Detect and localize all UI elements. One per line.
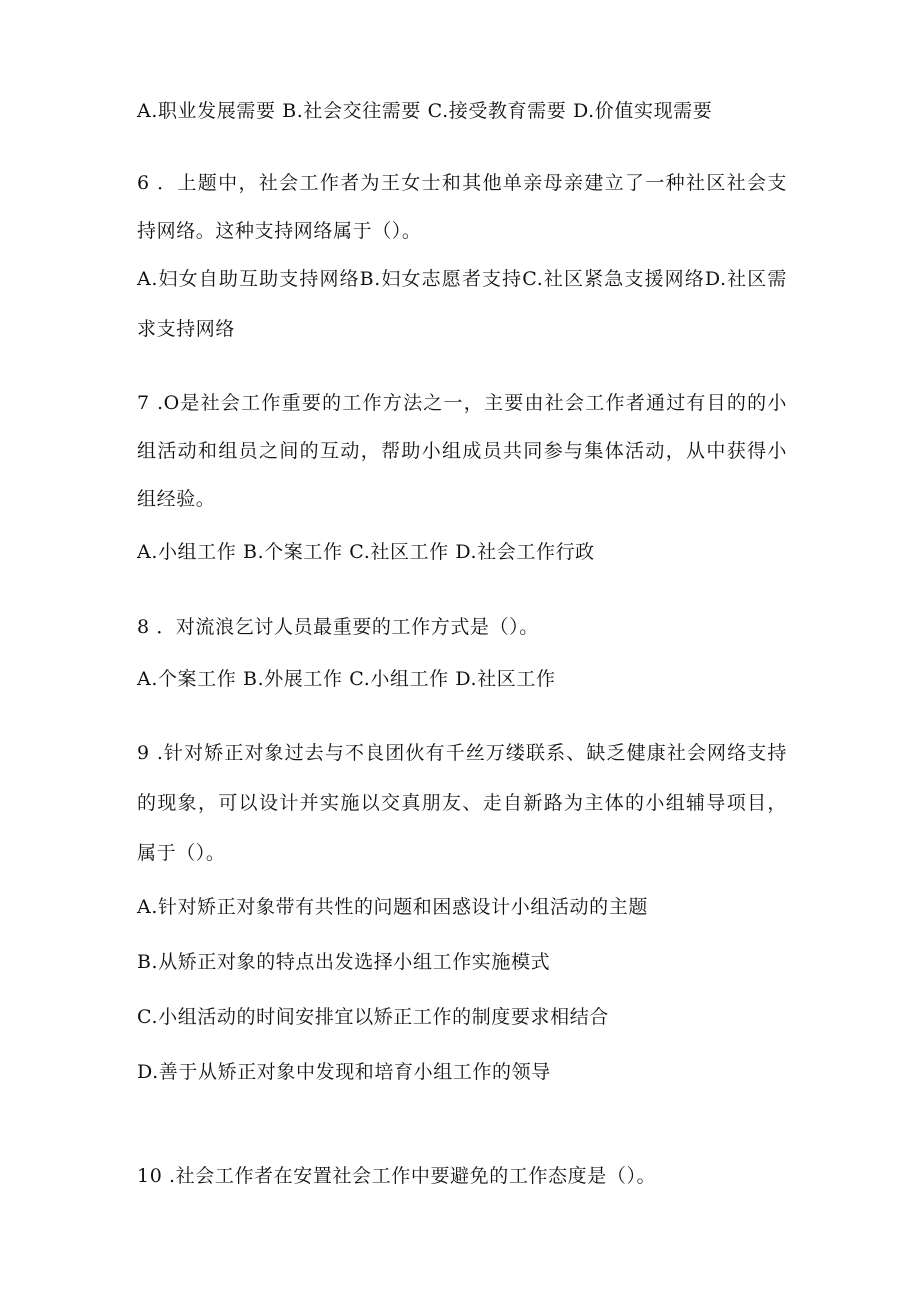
q9-stem-line-2: 的现象，可以设计并实施以交真朋友、走自新路为主体的小组辅导项目， <box>137 792 787 814</box>
q9-option-d: D.善于从矫正对象中发现和培育小组工作的领导 <box>137 1061 551 1083</box>
q9-option-b: B.从矫正对象的特点出发选择小组工作实施模式 <box>137 951 551 973</box>
q10-stem: 10 .社会工作者在安置社会工作中要避免的工作态度是（）。 <box>137 1165 657 1187</box>
q7-stem-line-1: 7 .O是社会工作重要的工作方法之一，主要由社会工作者通过有目的的小 <box>137 392 787 414</box>
q9-stem-line-3: 属于（）。 <box>137 842 226 864</box>
q7-options: A.小组工作 B.个案工作 C.社区工作 D.社会工作行政 <box>137 541 595 563</box>
q9-option-a: A.针对矫正对象带有共性的问题和困惑设计小组活动的主题 <box>137 896 648 918</box>
q8-options: A.个案工作 B.外展工作 C.小组工作 D.社区工作 <box>137 668 556 690</box>
q7-stem-line-3: 组经验。 <box>137 488 216 510</box>
q6-stem-line-1: 6 ．上题中，社会工作者为王女士和其他单亲母亲建立了一种社区社会支 <box>137 172 787 194</box>
q7-stem-line-2: 组活动和组员之间的互动，帮助小组成员共同参与集体活动，从中获得小 <box>137 440 787 462</box>
q9-option-c: C.小组活动的时间安排宜以矫正工作的制度要求相结合 <box>137 1006 609 1028</box>
q8-stem: 8 ．对流浪乞讨人员最重要的工作方式是（）。 <box>137 616 539 638</box>
q6-options-line-2: 求支持网络 <box>137 318 236 340</box>
q6-stem-line-2: 持网络。这种支持网络属于（）。 <box>137 220 422 242</box>
q5-options: A.职业发展需要 B.社会交往需要 C.接受教育需要 D.价值实现需要 <box>137 100 713 122</box>
q9-stem-line-1: 9 .针对矫正对象过去与不良团伙有千丝万缕联系、缺乏健康社会网络支持 <box>137 742 787 764</box>
q6-options-line-1: A.妇女自助互助支持网络B.妇女志愿者支持C.社区紧急支援网络D.社区需 <box>137 268 787 290</box>
